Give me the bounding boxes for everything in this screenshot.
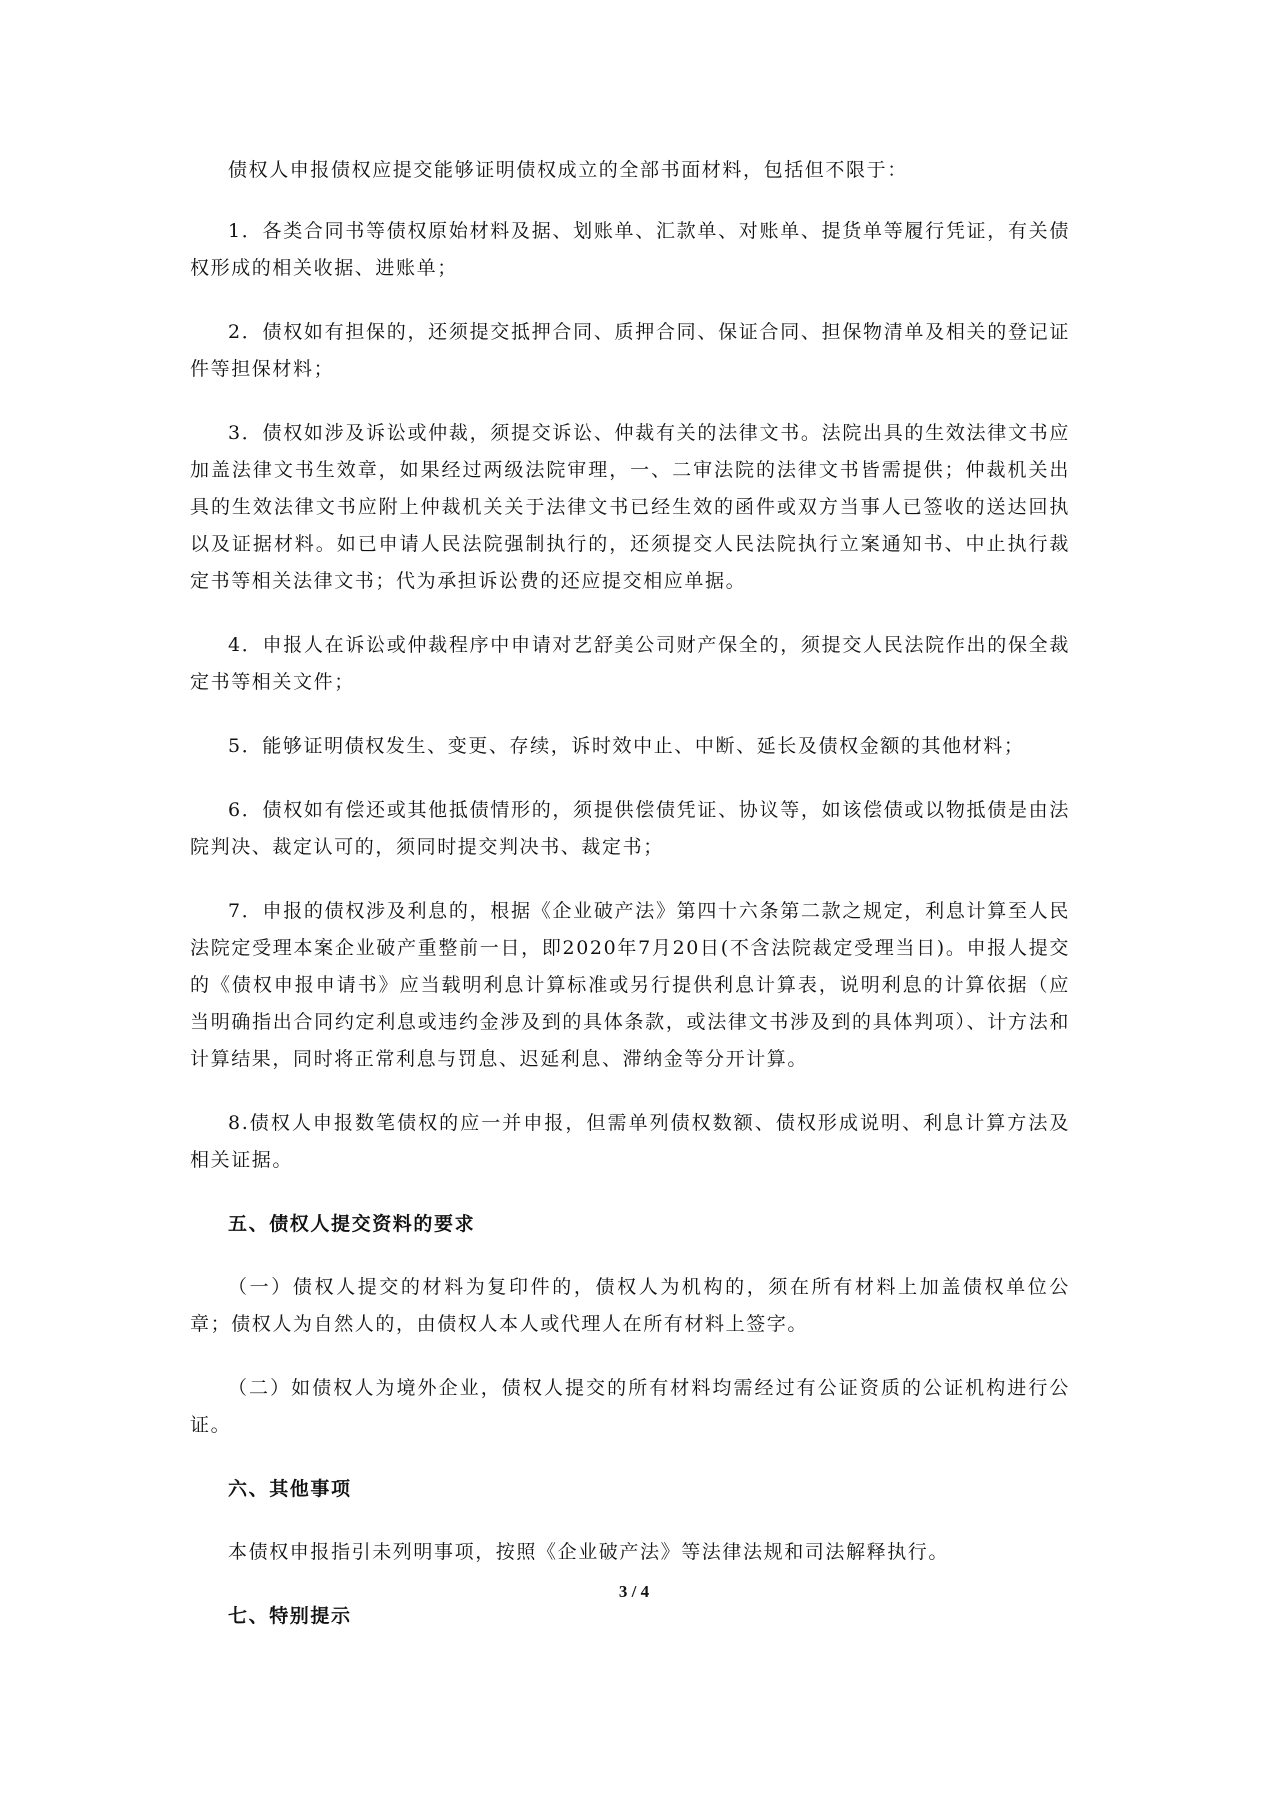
section-5-paragraph-1: （一）债权人提交的材料为复印件的，债权人为机构的，须在所有材料上加盖债权单位公章；债权人为自然人的，由债权人本人或代理人在所有材料上签字。: [190, 1276, 1070, 1335]
section-heading-5: 五、债权人提交资料的要求: [228, 1213, 476, 1235]
section-heading-6: 六、其他事项: [228, 1478, 352, 1500]
list-item-5: 5．能够证明债权发生、变更、存续，诉时效中止、中断、延长及债权金额的其他材料；: [228, 735, 1025, 757]
list-item-1: 1．各类合同书等债权原始材料及据、划账单、汇款单、对账单、提货单等履行凭证，有关债权形成的相关收据、进账单；: [190, 220, 1070, 279]
page-number: 3 / 4: [618, 1582, 650, 1601]
list-item-4: 4．申报人在诉讼或仲裁程序中申请对艺舒美公司财产保全的，须提交人民法院作出的保全裁定书等相关文件；: [190, 634, 1070, 693]
list-item-3: 3．债权如涉及诉讼或仲裁，须提交诉讼、仲裁有关的法律文书。法院出具的生效法律文书应加盖法律文书生效章，如果经过两级法院审理，一、二审法院的法律文书皆需提供；仲裁机关出具的生效法律文书应附上仲裁机关关于法律文书已经生效的函件或双方当事人已签收的送达回执以及证据材料。如已申请人民法院强制执行的，还须提交人民法院执行立案通知书、中止执行裁定书等相关法律文书；代为承担诉讼费的还应提交相应单据。: [190, 422, 1070, 592]
list-item-7: 7．申报的债权涉及利息的，根据《企业破产法》第四十六条第二款之规定，利息计算至人民法院定受理本案企业破产重整前一日，即2020年7月20日(不含法院裁定受理当日)。申报人提交的《债权申报申请书》应当载明利息计算标准或另行提供利息计算表，说明利息的计算依据（应当明确指出合同约定利息或违约金涉及到的具体条款，或法律文书涉及到的具体判项）、计方法和计算结果，同时将正常利息与罚息、迟延利息、滞纳金等分开计算。: [190, 900, 1070, 1070]
list-item-6: 6．债权如有偿还或其他抵债情形的，须提供偿债凭证、协议等，如该偿债或以物抵债是由法院判决、裁定认可的，须同时提交判决书、裁定书；: [190, 799, 1070, 858]
section-5-paragraph-2: （二）如债权人为境外企业，债权人提交的所有材料均需经过有公证资质的公证机构进行公证。: [190, 1377, 1070, 1436]
list-item-2: 2．债权如有担保的，还须提交抵押合同、质押合同、保证合同、担保物清单及相关的登记证件等担保材料；: [190, 321, 1070, 380]
document-body: [190, 152, 1070, 1661]
section-6-paragraph-1: 本债权申报指引未列明事项，按照《企业破产法》等法律法规和司法解释执行。: [228, 1541, 950, 1563]
list-item-8: 8.债权人申报数笔债权的应一并申报，但需单列债权数额、债权形成说明、利息计算方法及相关证据。: [190, 1112, 1070, 1171]
section-heading-7: 七、特别提示: [228, 1605, 352, 1627]
intro-paragraph: 债权人申报债权应提交能够证明债权成立的全部书面材料，包括但不限于：: [228, 159, 908, 181]
